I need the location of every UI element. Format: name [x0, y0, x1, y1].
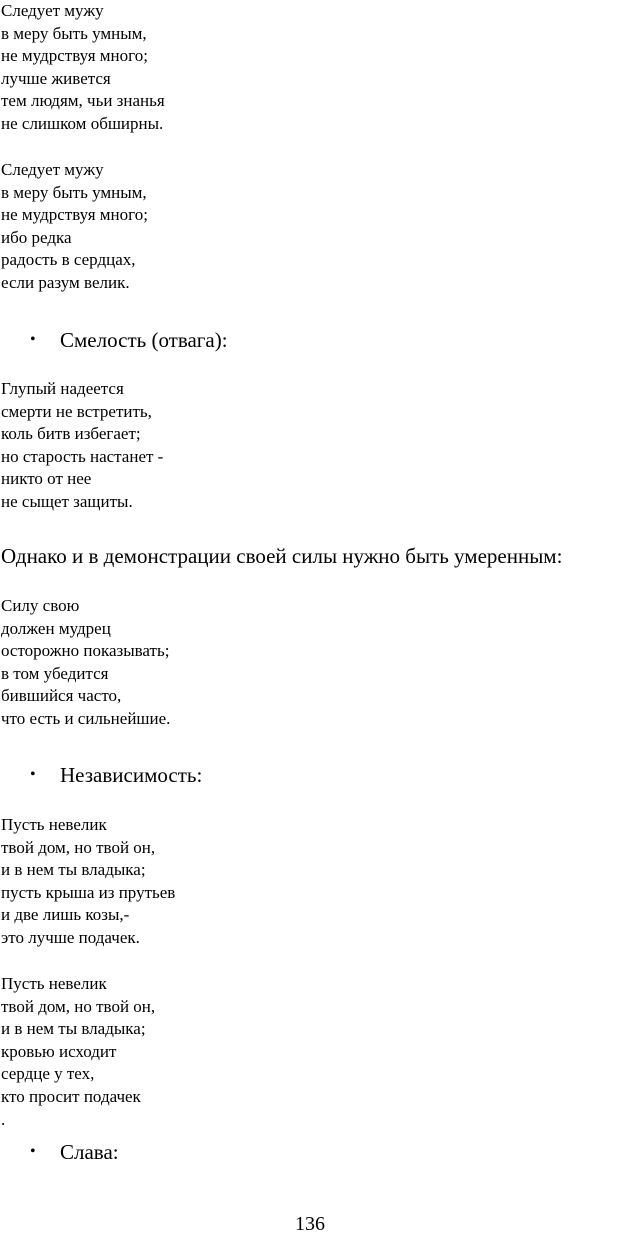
- stanza-2: [1, 159, 148, 295]
- stanza-4: [1, 595, 170, 731]
- bullet-heading-label: Слава:: [60, 1140, 119, 1164]
- bullet-heading-label: Независимость:: [60, 763, 203, 787]
- page-number: 136: [295, 1213, 325, 1235]
- verse-line: Следует мужу: [1, 160, 104, 179]
- verse-line: и две лишь козы,-: [1, 905, 130, 925]
- verse-line: осторожно показывать;: [1, 641, 170, 661]
- verse-line: что есть и сильнейшие.: [1, 708, 171, 728]
- verse-line: Пусть невелик: [1, 815, 107, 834]
- verse-line: но старость настанет -: [1, 446, 164, 466]
- body-paragraph: Однако и в демонстрации своей силы нужно быть умеренным:: [1, 544, 563, 568]
- verse-line: если разум велик.: [1, 272, 130, 292]
- verse-line: радость в сердцах,: [1, 250, 136, 270]
- bullet-heading-label: Смелость (отвага):: [60, 328, 228, 352]
- stanza-6: [1, 973, 155, 1109]
- stanza-3: [1, 378, 163, 514]
- verse-line: кровью исходит: [1, 1041, 117, 1061]
- bullet-heading-glory: [30, 1139, 119, 1165]
- verse-line: и в нем ты владыка;: [1, 1019, 146, 1039]
- stray-dot: .: [1, 1110, 6, 1129]
- verse-line: тем людям, чьи знанья: [1, 91, 165, 111]
- verse-line: не мудрствуя много;: [1, 205, 148, 225]
- verse-line: твой дом, но твой он,: [1, 996, 156, 1016]
- verse-line: Следует мужу: [1, 1, 104, 20]
- bullet-heading-courage: [30, 327, 228, 353]
- verse-line: не мудрствуя много;: [1, 46, 148, 66]
- stanza-1: [1, 0, 165, 136]
- verse-line: ибо редка: [1, 227, 72, 247]
- verse-line: в меру быть умным,: [1, 182, 147, 202]
- verse-line: в меру быть умным,: [1, 23, 147, 43]
- verse-line: не слишком обширны.: [1, 113, 164, 133]
- verse-line: лучше живется: [1, 68, 111, 88]
- verse-line: смерти не встретить,: [1, 401, 152, 421]
- verse-line: в том убедится: [1, 663, 109, 683]
- verse-line: и в нем ты владыка;: [1, 860, 146, 880]
- bullet-icon: •: [30, 1143, 36, 1160]
- verse-line: Силу свою: [1, 596, 80, 615]
- verse-line: кто просит подачек: [1, 1086, 141, 1106]
- verse-line: сердце у тех,: [1, 1064, 95, 1084]
- bullet-icon: •: [30, 766, 36, 783]
- verse-line: это лучше подачек.: [1, 927, 140, 947]
- verse-line: коль битв избегает;: [1, 424, 141, 444]
- verse-line: Глупый надеется: [1, 379, 124, 398]
- verse-line: бившийся часто,: [1, 686, 122, 706]
- bullet-icon: •: [30, 331, 36, 348]
- verse-line: никто от нее: [1, 469, 92, 489]
- verse-line: должен мудрец: [1, 618, 111, 638]
- bullet-heading-independence: [30, 762, 202, 788]
- verse-line: твой дом, но твой он,: [1, 837, 156, 857]
- verse-line: Пусть невелик: [1, 974, 107, 993]
- stanza-5: [1, 814, 175, 950]
- verse-line: не сыщет защиты.: [1, 491, 133, 511]
- verse-line: пусть крыша из прутьев: [1, 882, 176, 902]
